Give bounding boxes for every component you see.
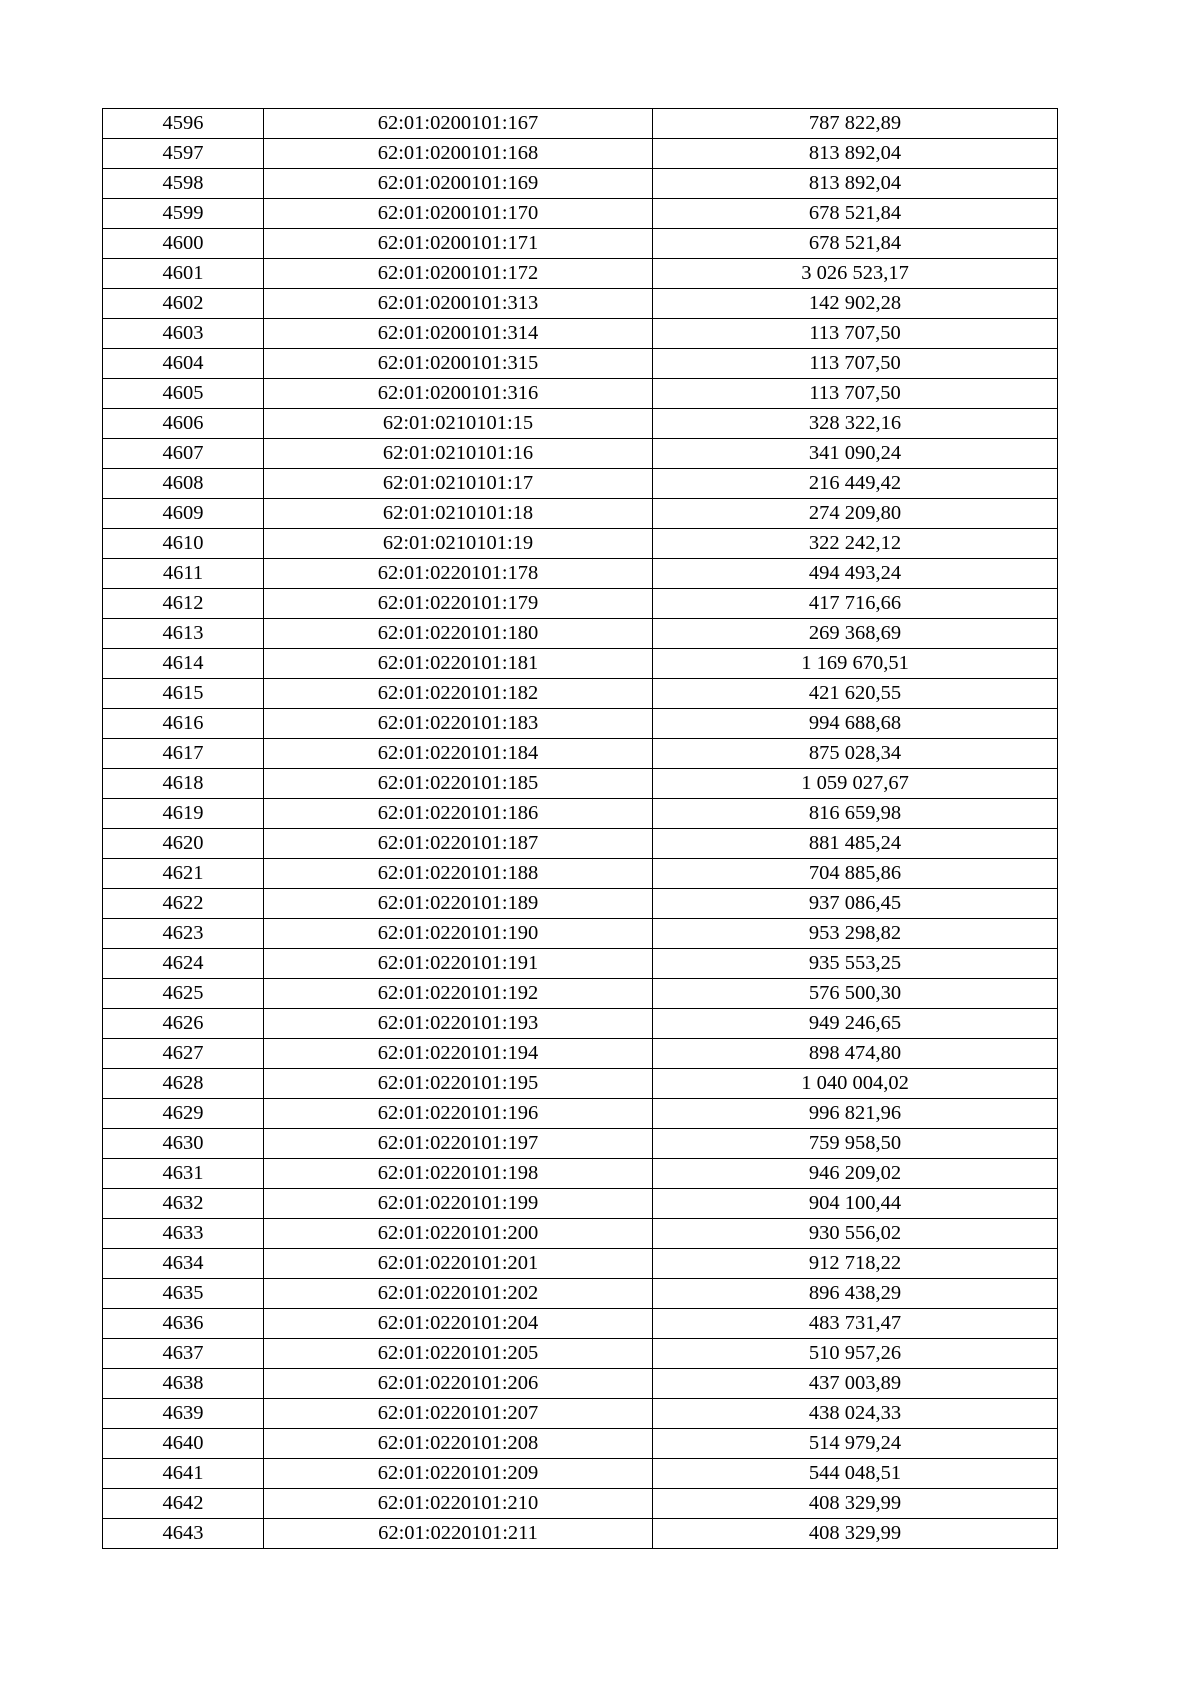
cadastral-number-cell: 62:01:0220101:188 <box>264 859 653 889</box>
row-number-cell: 4641 <box>103 1459 264 1489</box>
row-number-cell: 4602 <box>103 289 264 319</box>
table-row <box>103 1429 1058 1459</box>
row-number-cell: 4599 <box>103 199 264 229</box>
cadastral-value-cell: 322 242,12 <box>653 529 1058 559</box>
row-number-cell: 4638 <box>103 1369 264 1399</box>
cadastral-value-cell: 994 688,68 <box>653 709 1058 739</box>
cadastral-value-cell: 787 822,89 <box>653 109 1058 139</box>
cadastral-number-cell: 62:01:0220101:182 <box>264 679 653 709</box>
table-row <box>103 649 1058 679</box>
row-number-cell: 4618 <box>103 769 264 799</box>
cadastral-value-cell: 274 209,80 <box>653 499 1058 529</box>
cadastral-number-cell: 62:01:0220101:198 <box>264 1159 653 1189</box>
cadastral-value-cell: 946 209,02 <box>653 1159 1058 1189</box>
row-number-cell: 4597 <box>103 139 264 169</box>
cadastral-value-cell: 437 003,89 <box>653 1369 1058 1399</box>
cadastral-value-cell: 328 322,16 <box>653 409 1058 439</box>
row-number-cell: 4631 <box>103 1159 264 1189</box>
cadastral-number-cell: 62:01:0220101:206 <box>264 1369 653 1399</box>
cadastral-value-cell: 996 821,96 <box>653 1099 1058 1129</box>
cadastral-value-cell: 3 026 523,17 <box>653 259 1058 289</box>
cadastral-value-cell: 898 474,80 <box>653 1039 1058 1069</box>
row-number-cell: 4627 <box>103 1039 264 1069</box>
cadastral-number-cell: 62:01:0200101:314 <box>264 319 653 349</box>
row-number-cell: 4630 <box>103 1129 264 1159</box>
cadastral-value-cell: 576 500,30 <box>653 979 1058 1009</box>
table-row <box>103 1489 1058 1519</box>
cadastral-number-cell: 62:01:0210101:18 <box>264 499 653 529</box>
cadastral-number-cell: 62:01:0220101:192 <box>264 979 653 1009</box>
table-row <box>103 919 1058 949</box>
table-row <box>103 349 1058 379</box>
cadastral-value-cell: 813 892,04 <box>653 139 1058 169</box>
cadastral-number-cell: 62:01:0220101:189 <box>264 889 653 919</box>
table-row <box>103 259 1058 289</box>
cadastral-number-cell: 62:01:0220101:184 <box>264 739 653 769</box>
row-number-cell: 4601 <box>103 259 264 289</box>
table-row <box>103 409 1058 439</box>
table-row <box>103 739 1058 769</box>
cadastral-value-cell: 1 040 004,02 <box>653 1069 1058 1099</box>
table-row <box>103 469 1058 499</box>
cadastral-number-cell: 62:01:0220101:191 <box>264 949 653 979</box>
table-row <box>103 139 1058 169</box>
cadastral-number-cell: 62:01:0220101:199 <box>264 1189 653 1219</box>
row-number-cell: 4605 <box>103 379 264 409</box>
cadastral-value-cell: 949 246,65 <box>653 1009 1058 1039</box>
cadastral-number-cell: 62:01:0220101:178 <box>264 559 653 589</box>
table-row <box>103 1039 1058 1069</box>
table-row <box>103 289 1058 319</box>
cadastral-number-cell: 62:01:0220101:193 <box>264 1009 653 1039</box>
cadastral-number-cell: 62:01:0220101:186 <box>264 799 653 829</box>
cadastral-value-cell: 417 716,66 <box>653 589 1058 619</box>
row-number-cell: 4596 <box>103 109 264 139</box>
row-number-cell: 4640 <box>103 1429 264 1459</box>
cadastral-number-cell: 62:01:0220101:183 <box>264 709 653 739</box>
row-number-cell: 4613 <box>103 619 264 649</box>
cadastral-number-cell: 62:01:0220101:197 <box>264 1129 653 1159</box>
row-number-cell: 4603 <box>103 319 264 349</box>
table-row <box>103 1369 1058 1399</box>
cadastral-number-cell: 62:01:0200101:313 <box>264 289 653 319</box>
table-row <box>103 499 1058 529</box>
cadastral-number-cell: 62:01:0220101:207 <box>264 1399 653 1429</box>
row-number-cell: 4619 <box>103 799 264 829</box>
table-row <box>103 169 1058 199</box>
cadastral-value-table <box>102 108 1058 1549</box>
table-row <box>103 1189 1058 1219</box>
row-number-cell: 4614 <box>103 649 264 679</box>
cadastral-number-cell: 62:01:0210101:19 <box>264 529 653 559</box>
cadastral-number-cell: 62:01:0220101:179 <box>264 589 653 619</box>
cadastral-number-cell: 62:01:0210101:17 <box>264 469 653 499</box>
cadastral-value-cell: 421 620,55 <box>653 679 1058 709</box>
cadastral-number-cell: 62:01:0200101:315 <box>264 349 653 379</box>
row-number-cell: 4633 <box>103 1219 264 1249</box>
row-number-cell: 4608 <box>103 469 264 499</box>
cadastral-value-cell: 875 028,34 <box>653 739 1058 769</box>
cadastral-number-cell: 62:01:0220101:180 <box>264 619 653 649</box>
table-row <box>103 1069 1058 1099</box>
table-row <box>103 1309 1058 1339</box>
table-row <box>103 1279 1058 1309</box>
row-number-cell: 4634 <box>103 1249 264 1279</box>
cadastral-value-cell: 113 707,50 <box>653 379 1058 409</box>
cadastral-number-cell: 62:01:0200101:168 <box>264 139 653 169</box>
row-number-cell: 4643 <box>103 1519 264 1549</box>
cadastral-value-cell: 483 731,47 <box>653 1309 1058 1339</box>
cadastral-value-cell: 1 169 670,51 <box>653 649 1058 679</box>
row-number-cell: 4623 <box>103 919 264 949</box>
row-number-cell: 4629 <box>103 1099 264 1129</box>
table-row <box>103 889 1058 919</box>
row-number-cell: 4642 <box>103 1489 264 1519</box>
cadastral-number-cell: 62:01:0220101:194 <box>264 1039 653 1069</box>
table-row <box>103 1399 1058 1429</box>
table-row <box>103 439 1058 469</box>
row-number-cell: 4616 <box>103 709 264 739</box>
table-row <box>103 1249 1058 1279</box>
table-row <box>103 109 1058 139</box>
cadastral-number-cell: 62:01:0200101:172 <box>264 259 653 289</box>
row-number-cell: 4607 <box>103 439 264 469</box>
cadastral-value-cell: 113 707,50 <box>653 319 1058 349</box>
row-number-cell: 4604 <box>103 349 264 379</box>
table-row <box>103 859 1058 889</box>
row-number-cell: 4637 <box>103 1339 264 1369</box>
cadastral-value-cell: 930 556,02 <box>653 1219 1058 1249</box>
cadastral-value-cell: 341 090,24 <box>653 439 1058 469</box>
row-number-cell: 4617 <box>103 739 264 769</box>
table-row <box>103 1519 1058 1549</box>
table-row <box>103 1009 1058 1039</box>
cadastral-value-cell: 813 892,04 <box>653 169 1058 199</box>
row-number-cell: 4611 <box>103 559 264 589</box>
row-number-cell: 4609 <box>103 499 264 529</box>
cadastral-number-cell: 62:01:0200101:170 <box>264 199 653 229</box>
table-row <box>103 559 1058 589</box>
cadastral-value-cell: 953 298,82 <box>653 919 1058 949</box>
cadastral-value-cell: 896 438,29 <box>653 1279 1058 1309</box>
table-body <box>103 109 1058 1549</box>
table-row <box>103 199 1058 229</box>
cadastral-number-cell: 62:01:0220101:210 <box>264 1489 653 1519</box>
row-number-cell: 4615 <box>103 679 264 709</box>
table-row <box>103 379 1058 409</box>
cadastral-number-cell: 62:01:0200101:316 <box>264 379 653 409</box>
cadastral-value-cell: 216 449,42 <box>653 469 1058 499</box>
cadastral-number-cell: 62:01:0220101:196 <box>264 1099 653 1129</box>
table-row <box>103 979 1058 1009</box>
row-number-cell: 4628 <box>103 1069 264 1099</box>
cadastral-value-cell: 937 086,45 <box>653 889 1058 919</box>
cadastral-number-cell: 62:01:0210101:16 <box>264 439 653 469</box>
cadastral-value-cell: 494 493,24 <box>653 559 1058 589</box>
table-row <box>103 709 1058 739</box>
cadastral-value-cell: 514 979,24 <box>653 1429 1058 1459</box>
cadastral-number-cell: 62:01:0200101:169 <box>264 169 653 199</box>
cadastral-value-cell: 113 707,50 <box>653 349 1058 379</box>
table-row <box>103 679 1058 709</box>
table-row <box>103 619 1058 649</box>
cadastral-number-cell: 62:01:0220101:190 <box>264 919 653 949</box>
cadastral-value-cell: 935 553,25 <box>653 949 1058 979</box>
cadastral-value-cell: 678 521,84 <box>653 229 1058 259</box>
cadastral-number-cell: 62:01:0220101:205 <box>264 1339 653 1369</box>
table-row <box>103 1459 1058 1489</box>
cadastral-number-cell: 62:01:0220101:208 <box>264 1429 653 1459</box>
cadastral-value-cell: 142 902,28 <box>653 289 1058 319</box>
cadastral-number-cell: 62:01:0220101:187 <box>264 829 653 859</box>
cadastral-value-cell: 510 957,26 <box>653 1339 1058 1369</box>
table-row <box>103 319 1058 349</box>
cadastral-number-cell: 62:01:0220101:201 <box>264 1249 653 1279</box>
cadastral-value-cell: 816 659,98 <box>653 799 1058 829</box>
table-row <box>103 1219 1058 1249</box>
table-row <box>103 1159 1058 1189</box>
cadastral-value-cell: 408 329,99 <box>653 1489 1058 1519</box>
table-row <box>103 799 1058 829</box>
cadastral-number-cell: 62:01:0220101:211 <box>264 1519 653 1549</box>
cadastral-value-cell: 438 024,33 <box>653 1399 1058 1429</box>
cadastral-number-cell: 62:01:0220101:204 <box>264 1309 653 1339</box>
cadastral-value-cell: 1 059 027,67 <box>653 769 1058 799</box>
row-number-cell: 4632 <box>103 1189 264 1219</box>
cadastral-number-cell: 62:01:0200101:171 <box>264 229 653 259</box>
row-number-cell: 4610 <box>103 529 264 559</box>
cadastral-number-cell: 62:01:0220101:209 <box>264 1459 653 1489</box>
cadastral-value-cell: 269 368,69 <box>653 619 1058 649</box>
table-row <box>103 949 1058 979</box>
table-row <box>103 589 1058 619</box>
row-number-cell: 4636 <box>103 1309 264 1339</box>
cadastral-number-cell: 62:01:0220101:185 <box>264 769 653 799</box>
row-number-cell: 4622 <box>103 889 264 919</box>
row-number-cell: 4600 <box>103 229 264 259</box>
table-row <box>103 229 1058 259</box>
row-number-cell: 4639 <box>103 1399 264 1429</box>
cadastral-number-cell: 62:01:0220101:202 <box>264 1279 653 1309</box>
table-row <box>103 1339 1058 1369</box>
cadastral-value-cell: 759 958,50 <box>653 1129 1058 1159</box>
cadastral-value-cell: 678 521,84 <box>653 199 1058 229</box>
row-number-cell: 4598 <box>103 169 264 199</box>
cadastral-value-cell: 912 718,22 <box>653 1249 1058 1279</box>
row-number-cell: 4624 <box>103 949 264 979</box>
table-row <box>103 829 1058 859</box>
cadastral-value-cell: 544 048,51 <box>653 1459 1058 1489</box>
table-row <box>103 1099 1058 1129</box>
table-row <box>103 769 1058 799</box>
cadastral-number-cell: 62:01:0220101:195 <box>264 1069 653 1099</box>
row-number-cell: 4635 <box>103 1279 264 1309</box>
table-row <box>103 1129 1058 1159</box>
cadastral-value-cell: 881 485,24 <box>653 829 1058 859</box>
cadastral-value-cell: 704 885,86 <box>653 859 1058 889</box>
row-number-cell: 4625 <box>103 979 264 1009</box>
row-number-cell: 4621 <box>103 859 264 889</box>
row-number-cell: 4620 <box>103 829 264 859</box>
cadastral-number-cell: 62:01:0210101:15 <box>264 409 653 439</box>
cadastral-value-cell: 904 100,44 <box>653 1189 1058 1219</box>
cadastral-value-cell: 408 329,99 <box>653 1519 1058 1549</box>
table-row <box>103 529 1058 559</box>
row-number-cell: 4612 <box>103 589 264 619</box>
row-number-cell: 4626 <box>103 1009 264 1039</box>
cadastral-number-cell: 62:01:0200101:167 <box>264 109 653 139</box>
row-number-cell: 4606 <box>103 409 264 439</box>
cadastral-number-cell: 62:01:0220101:200 <box>264 1219 653 1249</box>
cadastral-number-cell: 62:01:0220101:181 <box>264 649 653 679</box>
